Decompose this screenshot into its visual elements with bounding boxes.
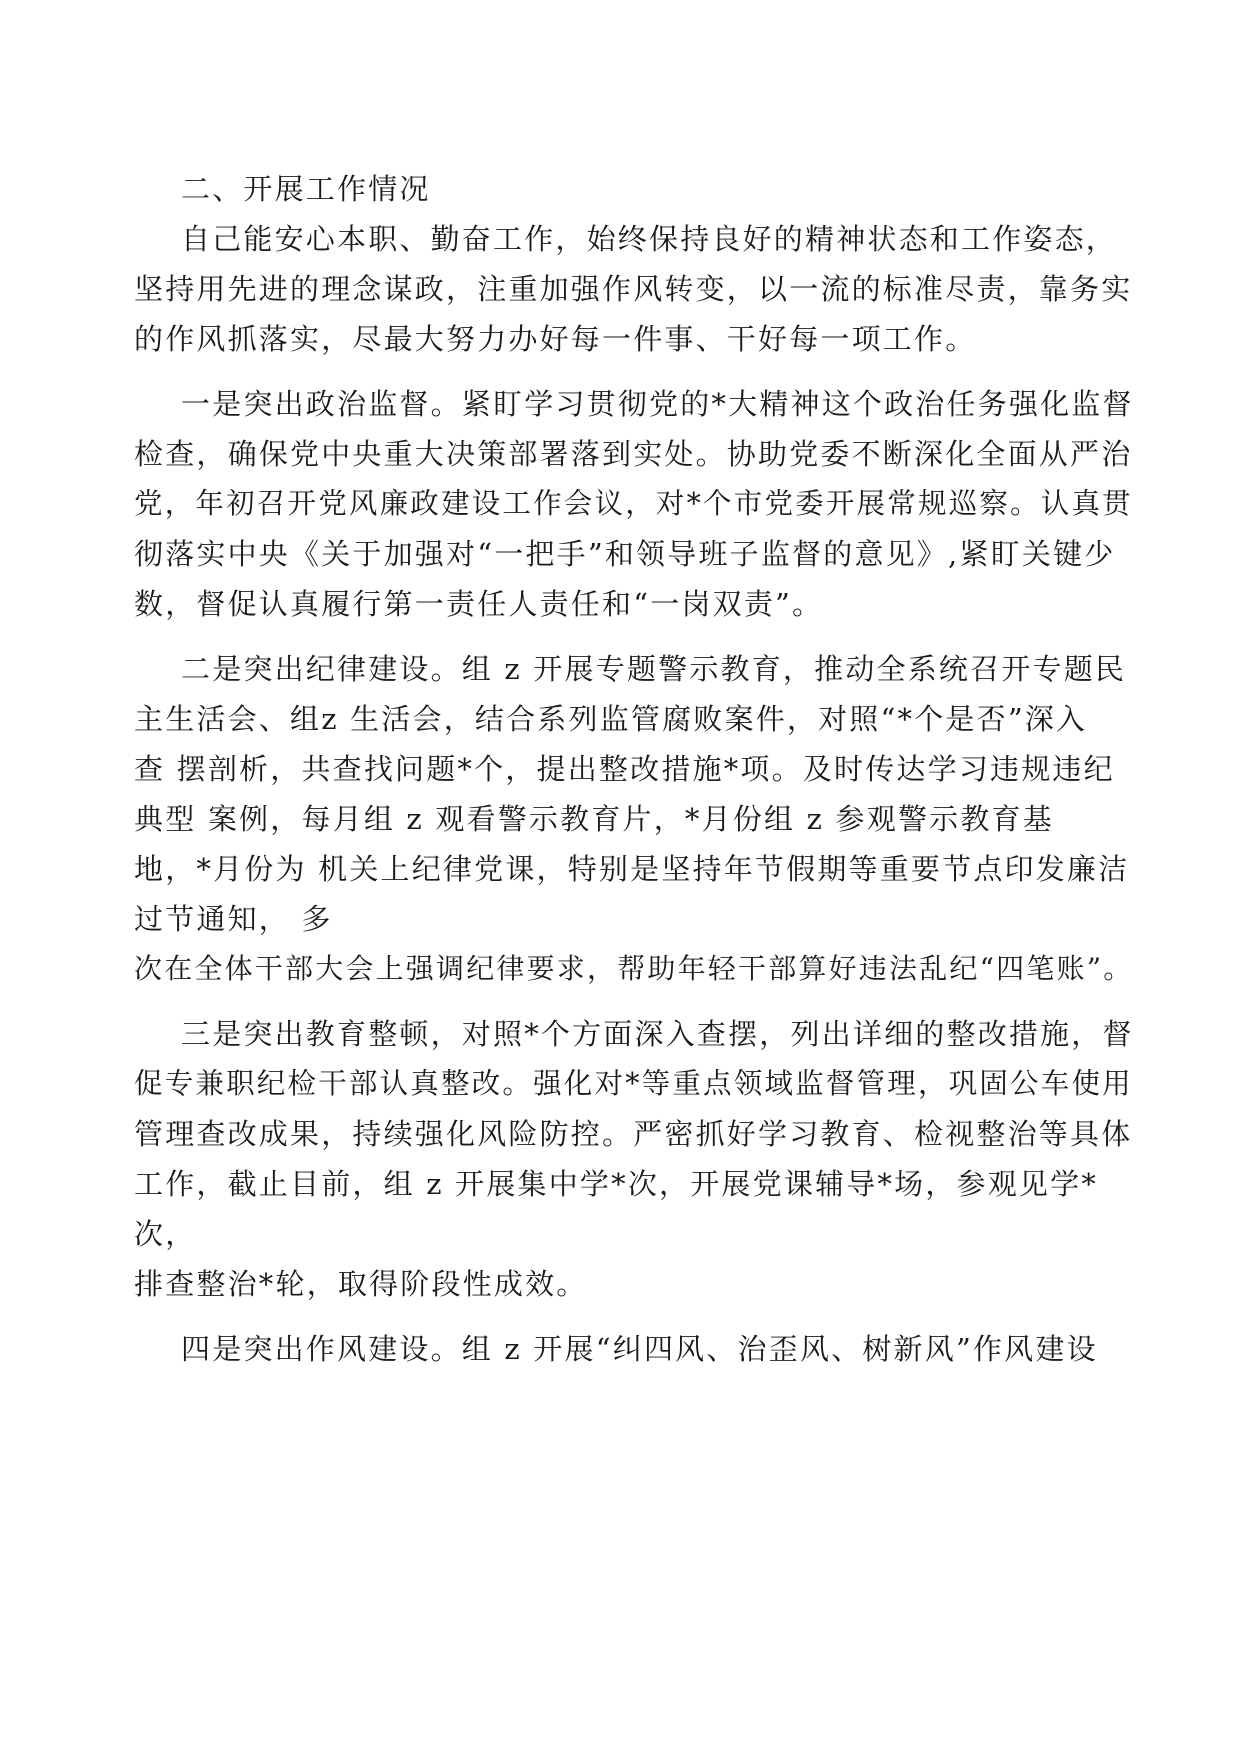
paragraph-line: 党，年初召开党风廉政建设工作会议，对*个市党委开展常规巡察。认真贯 xyxy=(134,487,1133,520)
paragraph-line: 查 摆剖析，共查找问题*个，提出整改措施*项。及时传达学习违规违纪 xyxy=(134,752,1115,786)
paragraph-line: 坚持用先进的理念谋政，注重加强作风转变，以一流的标准尽责，靠务实 xyxy=(134,272,1133,306)
paragraph-line: 次， xyxy=(134,1217,197,1251)
paragraph-line: 促专兼职纪检干部认真整改。强化对*等重点领域监督管理，巩固公车使用 xyxy=(134,1067,1133,1100)
paragraph-line: 三是突出教育整顿，对照*个方面深入查摆，列出详细的整改措施，督 xyxy=(181,1017,1134,1051)
paragraph-line: 四是突出作风建设。组 z 开展“纠四风、治歪风、树新风”作风建设 xyxy=(181,1332,1098,1366)
paragraph-line: 检查，确保党中央重大决策部署落到实处。协助党委不断深化全面从严治 xyxy=(134,437,1133,471)
paragraph-line: 地，*月份为 机关上纪律党课，特别是坚持年节假期等重要节点印发廉洁 xyxy=(134,852,1130,886)
paragraph-line: 过节通知， 多 xyxy=(134,902,333,936)
paragraph-line: 排查整治*轮，取得阶段性成效。 xyxy=(134,1267,588,1301)
paragraph-line: 主生活会、组z 生活会，结合系列监管腐败案件，对照“*个是否”深入 xyxy=(134,702,1088,736)
paragraph-line: 彻落实中央《关于加强对“一把手”和领导班子监督的意见》,紧盯关键少 xyxy=(134,537,1116,571)
section-heading: 二、开展工作情况 xyxy=(181,172,431,206)
paragraph-line: 的作风抓落实，尽最大努力办好每一件事、干好每一项工作。 xyxy=(134,322,977,356)
paragraph-line: 工作，截止目前，组 z 开展集中学*次，开展党课辅导*场，参观见学* xyxy=(134,1167,1099,1201)
paragraph-line: 二是突出纪律建设。组 z 开展专题警示教育，推动全系统召开专题民 xyxy=(181,652,1127,686)
paragraph-line: 自己能安心本职、勤奋工作，始终保持良好的精神状态和工作姿态， xyxy=(181,222,1118,256)
paragraph-line: 一是突出政治监督。紧盯学习贯彻党的*大精神这个政治任务强化监督 xyxy=(181,387,1134,421)
paragraph-line: 管理查改成果，持续强化风险防控。严密抓好学习教育、检视整治等具体 xyxy=(134,1117,1133,1151)
paragraph-line: 典型 案例，每月组 z 观看警示教育片，*月份组 z 参观警示教育基 xyxy=(134,802,1054,836)
paragraph-line: 数，督促认真履行第一责任人责任和“一岗双责”。 xyxy=(134,587,824,621)
paragraph-line: 次在全体干部大会上强调纪律要求，帮助年轻干部算好违法乱纪“四笔账”。 xyxy=(134,952,1134,985)
